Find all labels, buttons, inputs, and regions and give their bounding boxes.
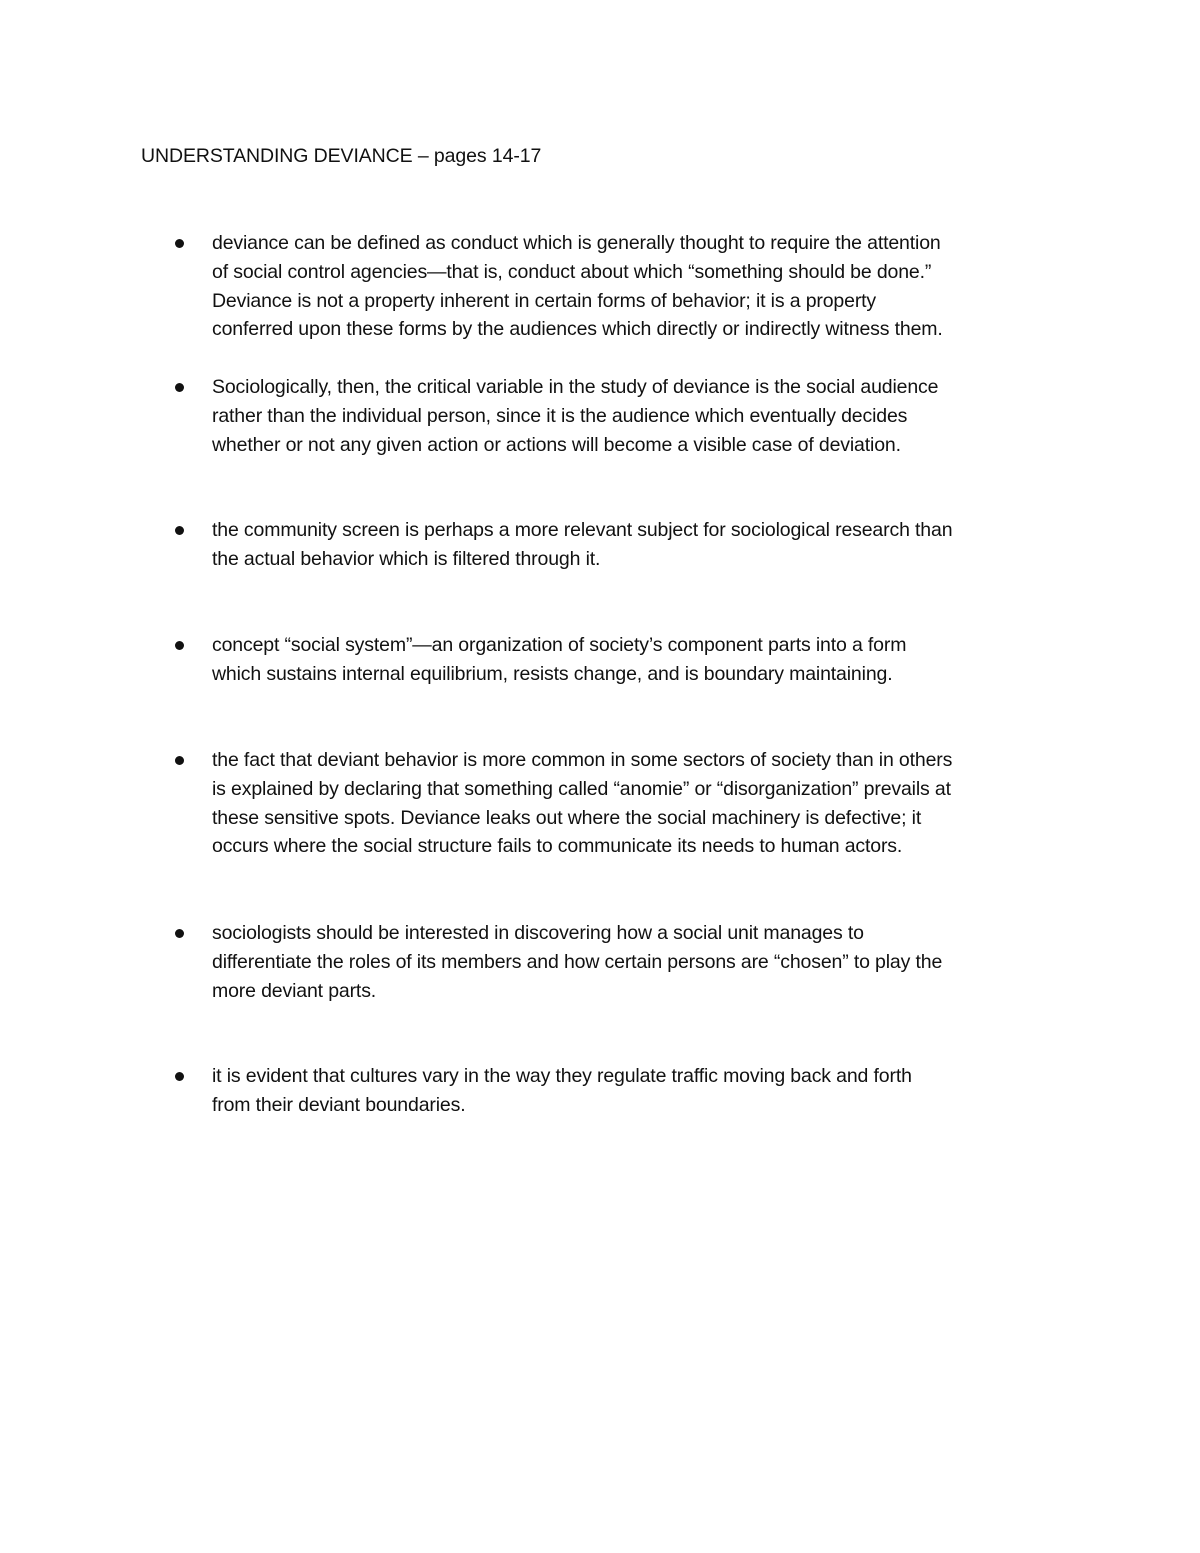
bullet-text: the fact that deviant behavior is more common in some sectors of society than in others is explained by declaring that something called “anomie” or “disorganization” prevails at these sensitive spots. Deviance leaks out where the social machinery is defective; it occurs where the social structure fails to communicate its needs to human actors.: [212, 749, 953, 858]
bullet-icon: [175, 383, 184, 392]
document-title: UNDERSTANDING DEVIANCE – pages 14-17: [141, 145, 542, 167]
bullet-icon: [175, 239, 184, 248]
bullet-text: the community screen is perhaps a more relevant subject for sociological research than the actual behavior which is filtered through it.: [212, 519, 953, 570]
bullet-text: Sociologically, then, the critical variable in the study of deviance is the social audience rather than the individual person, since it is the audience which eventually decides whether or not any given action or actions will become a visible case of deviation.: [212, 376, 939, 456]
bullet-icon: [175, 929, 184, 938]
bullet-icon: [175, 641, 184, 650]
bullet-text: deviance can be defined as conduct which is generally thought to require the attention of social control agencies—that is, conduct about which “something should be done.” Deviance is not a property inherent in certain forms of behavior; it is a property conferred upon these forms by the audiences which directly or indirectly witness them.: [212, 232, 943, 341]
bullet-icon: [175, 756, 184, 765]
bullet-text: it is evident that cultures vary in the way they regulate traffic moving back and forth from their deviant boundaries.: [212, 1065, 912, 1116]
bullet-icon: [175, 1072, 184, 1081]
bullet-icon: [175, 526, 184, 535]
bullet-text: concept “social system”—an organization of society’s component parts into a form which sustains internal equilibrium, resists change, and is boundary maintaining.: [212, 634, 907, 685]
bullet-text: sociologists should be interested in discovering how a social unit manages to differentiate the roles of its members and how certain persons are “chosen” to play the more deviant parts.: [212, 922, 943, 1002]
